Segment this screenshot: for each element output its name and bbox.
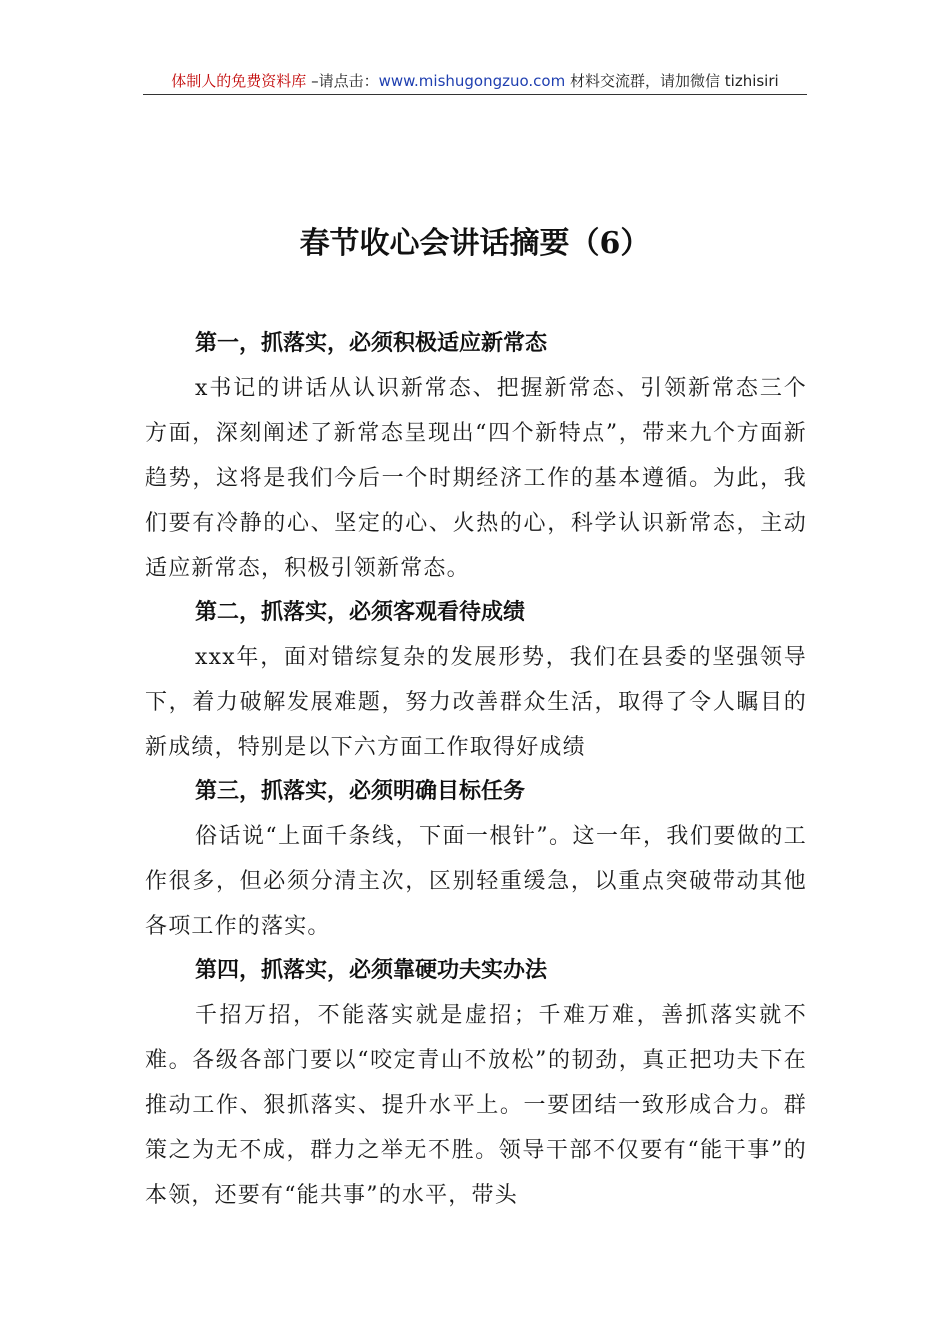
section-heading-4: 第四，抓落实，必须靠硬功夫实办法 [195, 958, 548, 983]
document-body [145, 322, 807, 1218]
header-brand: 体制人的免费资料库 [171, 72, 307, 90]
header-url-link[interactable]: www.mishugongzuo.com [378, 72, 566, 90]
section-paragraph-3: 俗话说“上面千条线，下面一根针”。这一年，我们要做的工作很多，但必须分清主次，区别轻重缓急，以重点突破带动其他各项工作的落实。 [145, 824, 807, 939]
section-heading-3: 第三，抓落实，必须明确目标任务 [195, 779, 526, 804]
section-paragraph-1: x书记的讲话从认识新常态、把握新常态、引领新常态三个方面，深刻阐述了新常态呈现出“四个新特点”，带来九个方面新趋势，这将是我们今后一个时期经济工作的基本遵循。为此，我们要有冷静的心、坚定的心、火热的心，科学认识新常态，主动适应新常态，积极引领新常态。 [145, 376, 807, 581]
section-paragraph-2: xxx年，面对错综复杂的发展形势，我们在县委的坚强领导下，着力破解发展难题，努力改善群众生活，取得了令人瞩目的新成绩，特别是以下六方面工作取得好成绩 [145, 645, 807, 760]
page-header [143, 70, 807, 95]
section-heading-1: 第一，抓落实，必须积极适应新常态 [195, 331, 548, 356]
section-paragraph-4: 千招万招，不能落实就是虚招；千难万难，善抓落实就不难。各级各部门要以“咬定青山不放松”的韧劲，真正把功夫下在推动工作、狠抓落实、提升水平上。一要团结一致形成合力。群策之为无不成，群力之举无不胜。领导干部不仅要有“能干事”的本领，还要有“能共事”的水平，带头 [145, 1003, 807, 1208]
section-heading-2: 第二，抓落实，必须客观看待成绩 [195, 600, 526, 625]
document-title: 春节收心会讲话摘要（6） [299, 226, 651, 261]
header-separator: –请点击： [306, 72, 379, 90]
header-contact: 材料交流群，请加微信 tizhisiri [565, 72, 779, 90]
